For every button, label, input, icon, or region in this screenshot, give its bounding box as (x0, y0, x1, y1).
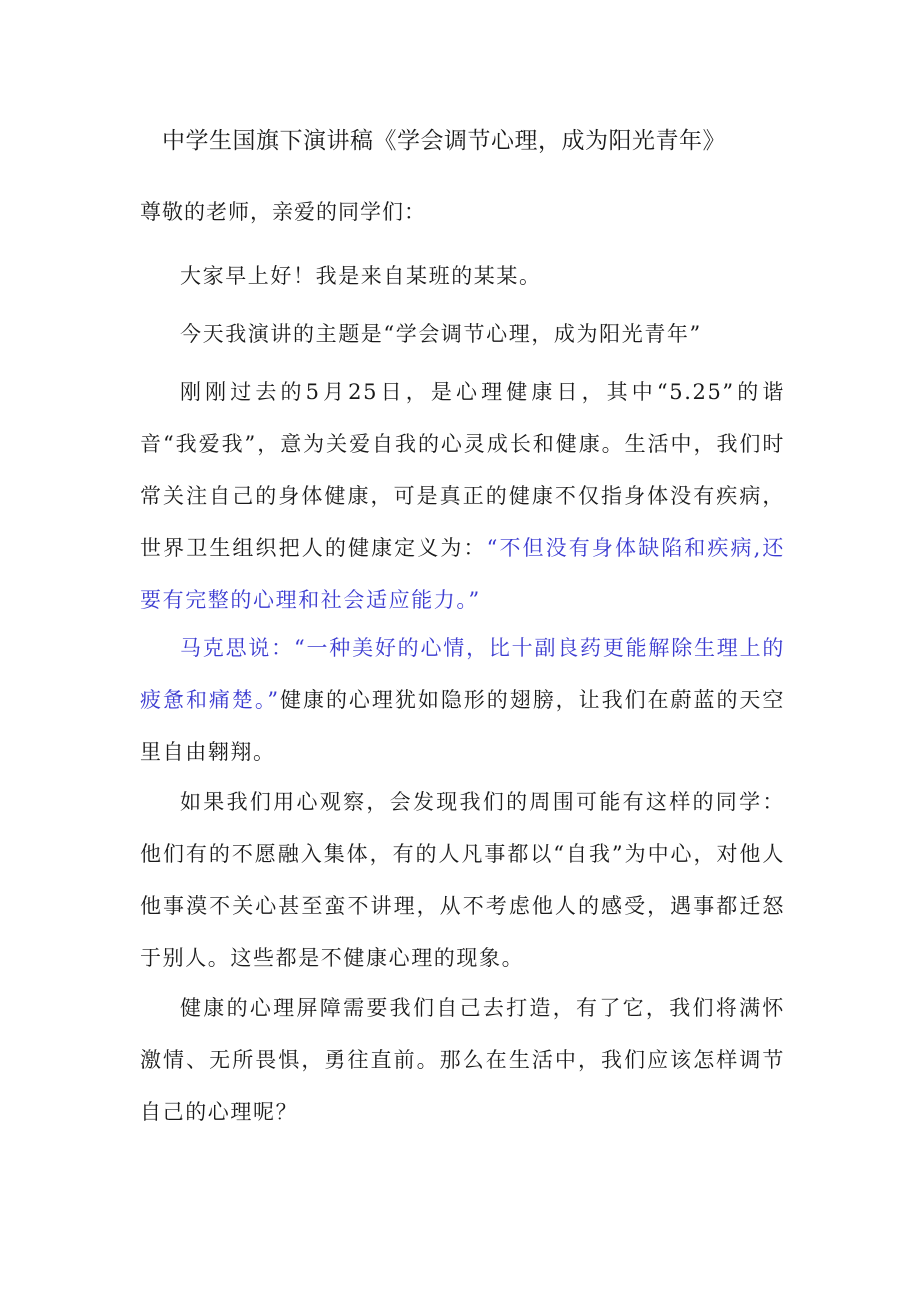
marx-quote: 马克思说：“一种美好的心情，比十副良药更能解除生理上的疲惫和痛楚。” (140, 636, 785, 712)
paragraph-marx-text: 健康的心理犹如隐形的翅膀，让我们在蔚蓝的天空里自由翱翔。 (140, 688, 785, 764)
paragraph-health-day-text: 刚刚过去的5月25日，是心理健康日，其中“5.25”的谐音“我爱我”，意为关爱自我的心灵成长和健康。生活中，我们时常关注自己的身体健康，可是真正的健康不仅指身体没有疾病，世界卫生组织把人的健康定义为： (140, 380, 785, 560)
paragraph-opening: 大家早上好！我是来自某班的某某。 (180, 264, 542, 288)
paragraph-question: 健康的心理屏障需要我们自己去打造，有了它，我们将满怀激情、无所畏惧，勇往直前。那么在生活中，我们应该怎样调节自己的心理呢？ (140, 996, 785, 1124)
paragraph-topic: 今天我演讲的主题是“学会调节心理，成为阳光青年” (180, 322, 702, 346)
paragraph-marx-quote (140, 622, 785, 778)
greeting-line: 尊敬的老师，亲爱的同学们： (140, 200, 426, 224)
paragraph-health-day (140, 366, 785, 626)
document-title: 中学生国旗下演讲稿《学会调节心理，成为阳光青年》 (162, 128, 726, 154)
who-definition-quote: “不但没有身体缺陷和疾病,还要有完整的心理和社会适应能力。” (140, 536, 786, 612)
paragraph-observation: 如果我们用心观察，会发现我们的周围可能有这样的同学：他们有的不愿融入集体，有的人凡事都以“自我”为中心，对他人他事漠不关心甚至蛮不讲理，从不考虑他人的感受，遇事都迁怒于别人。这些都是不健康心理的现象。 (140, 790, 785, 970)
